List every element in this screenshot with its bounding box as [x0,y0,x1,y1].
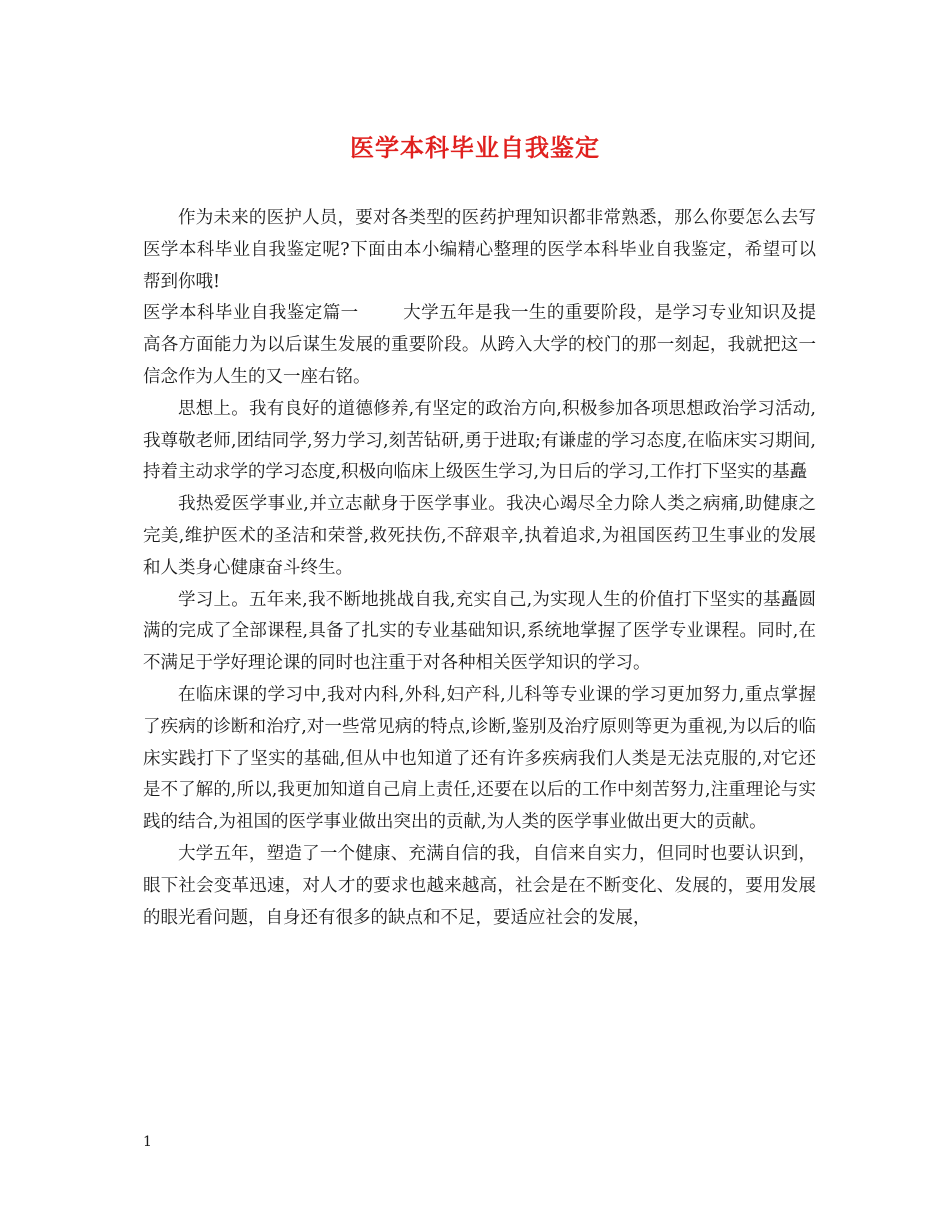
document-body [143,203,816,934]
page-number: 1 [143,1134,152,1150]
body-paragraph-devotion: 我热爱医学事业,并立志献身于医学事业。我决心竭尽全力除人类之病痛,助健康之完美,维护医术的圣洁和荣誉,救死扶伤,不辞艰辛,执着追求,为祖国医药卫生事业的发展和人类身心健康奋斗终生。 [143,494,816,578]
body-paragraph-clinical: 在临床课的学习中,我对内科,外科,妇产科,儿科等专业课的学习更加努力,重点掌握了疾病的诊断和治疗,对一些常见病的特点,诊断,鉴别及治疗原则等更为重视,为以后的临床实践打下了坚实的基础,但从中也知道了还有许多疾病我们人类是无法克服的,对它还是不了解的,所以,我更加知道自己肩上责任,还要在以后的工作中刻苦努力,注重理论与实践的结合,为祖国的医学事业做出突出的贡献,为人类的医学事业做出更大的贡献。 [143,684,816,833]
body-paragraph-ideology: 思想上。我有良好的道德修养,有坚定的政治方向,积极参加各项思想政治学习活动,我尊敬老师,团结同学,努力学习,刻苦钻研,勇于进取;有谦虚的学习态度,在临床实习期间,持着主动求学的学习态度,积极向临床上级医生学习,为日后的学习,工作打下坚实的基矗 [143,398,816,483]
intro-paragraph: 作为未来的医护人员，要对各类型的医药护理知识都非常熟悉，那么你要怎么去写医学本科毕业自我鉴定呢?下面由本小编精心整理的医学本科毕业自我鉴定，希望可以帮到你哦! [143,208,816,292]
section-opening: 大学五年是我一生的重要阶段，是学习专业知识及提高各方面能力为以后谋生发展的重要阶段。从跨入大学的校门的那一刻起，我就把这一信念作为人生的又一座右铭。 [143,303,816,387]
section-paragraph [143,298,816,393]
document-title: 医学本科毕业自我鉴定 [350,133,600,162]
body-paragraph-study: 学习上。五年来,我不断地挑战自我,充实自己,为实现人生的价值打下坚实的基矗圆满的完成了全部课程,具备了扎实的专业基础知识,系统地掌握了医学专业课程。同时,在不满足于学好理论课的同时也注重于对各种相关医学知识的学习。 [143,589,816,674]
section-heading: 医学本科毕业自我鉴定篇一 [143,303,359,324]
body-paragraph-five-years: 大学五年，塑造了一个健康、充满自信的我，自信来自实力，但同时也要认识到，眼下社会变革迅速，对人才的要求也越来越高，社会是在不断变化、发展的，要用发展的眼光看问题，自身还有很多的缺点和不足，要适应社会的发展， [143,843,816,928]
